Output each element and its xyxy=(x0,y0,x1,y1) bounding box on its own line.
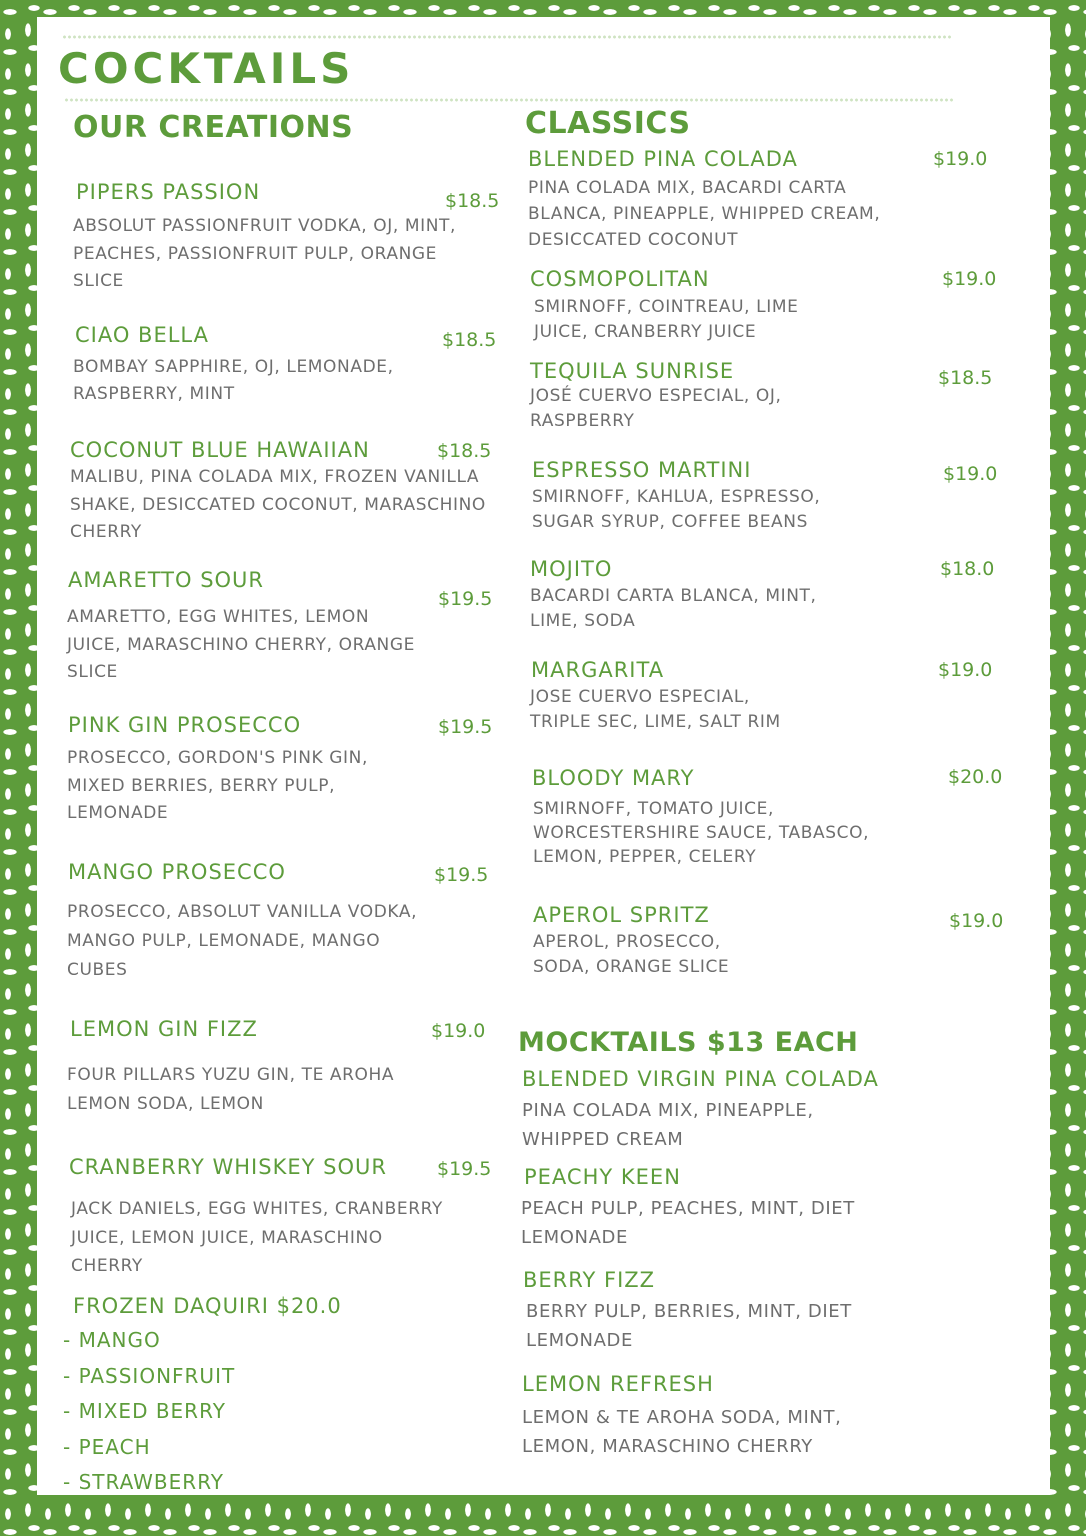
item-description: AMARETTO, EGG WHITES, LEMON JUICE, MARASCHINO CHERRY, ORANGE SLICE xyxy=(67,607,415,682)
item-price: $18.0 xyxy=(940,558,995,580)
item-price: $20.0 xyxy=(948,766,1003,788)
item-name: COCONUT BLUE HAWAIIAN xyxy=(70,438,370,462)
flavor-item: - MIXED BERRY xyxy=(63,1399,226,1423)
frozen-daquiri-title: FROZEN DAQUIRI $20.0 xyxy=(73,1294,342,1318)
item-description: PROSECCO, ABSOLUT VANILLA VODKA, MANGO PULP, LEMONADE, MANGO CUBES xyxy=(67,902,418,980)
flavor-item: - STRAWBERRY xyxy=(63,1470,225,1494)
title-divider xyxy=(64,98,954,102)
item-name: PEACHY KEEN xyxy=(524,1165,681,1189)
item-price: $18.5 xyxy=(445,190,500,212)
item-price: $19.0 xyxy=(938,659,993,681)
item-name: LEMON GIN FIZZ xyxy=(70,1017,258,1041)
item-description: JOSÉ CUERVO ESPECIAL, OJ, RASPBERRY xyxy=(530,386,782,431)
item-description: JACK DANIELS, EGG WHITES, CRANBERRY JUICE, LEMON JUICE, MARASCHINO CHERRY xyxy=(71,1199,443,1276)
item-price: $19.0 xyxy=(933,148,988,170)
frozen-daquiri-flavor-list xyxy=(63,1328,235,1506)
item-description: PEACH PULP, PEACHES, MINT, DIET LEMONADE xyxy=(521,1198,855,1248)
classics-heading: CLASSICS xyxy=(525,106,691,141)
item-name: TEQUILA SUNRISE xyxy=(530,359,735,383)
item-name: MOJITO xyxy=(530,557,613,581)
item-price: $19.0 xyxy=(943,463,998,485)
item-description: MALIBU, PINA COLADA MIX, FROZEN VANILLA SHAKE, DESICCATED COCONUT, MARASCHINO CHERRY xyxy=(70,467,486,542)
item-price: $19.5 xyxy=(437,1158,492,1180)
item-name: CRANBERRY WHISKEY SOUR xyxy=(69,1155,387,1179)
item-price: $19.0 xyxy=(431,1020,486,1042)
item-name: MARGARITA xyxy=(531,658,665,682)
item-description: SMIRNOFF, KAHLUA, ESPRESSO, SUGAR SYRUP, COFFEE BEANS xyxy=(532,487,821,532)
item-name: CIAO BELLA xyxy=(75,323,209,347)
top-divider xyxy=(62,35,952,39)
item-description: BERRY PULP, BERRIES, MINT, DIET LEMONADE xyxy=(526,1301,852,1351)
item-name: BLENDED PINA COLADA xyxy=(528,147,798,171)
item-name: BLENDED VIRGIN PINA COLADA xyxy=(522,1067,879,1091)
item-name: MANGO PROSECCO xyxy=(68,860,286,884)
item-price: $19.5 xyxy=(434,864,489,886)
item-name: ESPRESSO MARTINI xyxy=(532,458,752,482)
item-price: $19.5 xyxy=(438,716,493,738)
item-price: $19.0 xyxy=(949,910,1004,932)
flavor-item: - PASSIONFRUIT xyxy=(63,1363,236,1388)
item-name: BERRY FIZZ xyxy=(523,1268,656,1292)
item-description: SMIRNOFF, TOMATO JUICE, WORCESTERSHIRE SAUCE, TABASCO, LEMON, PEPPER, CELERY xyxy=(533,799,870,867)
our-creations-heading: OUR CREATIONS xyxy=(73,110,354,145)
item-name: PIPERS PASSION xyxy=(76,180,261,204)
item-name: APEROL SPRITZ xyxy=(533,903,710,927)
item-name: BLOODY MARY xyxy=(532,766,695,790)
item-description: JOSE CUERVO ESPECIAL, TRIPLE SEC, LIME, SALT RIM xyxy=(530,687,781,732)
item-name: AMARETTO SOUR xyxy=(68,568,265,592)
item-price: $18.5 xyxy=(437,440,492,462)
item-description: APEROL, PROSECCO, SODA, ORANGE SLICE xyxy=(533,932,730,977)
flavor-item: - MANGO xyxy=(63,1328,161,1352)
item-price: $19.0 xyxy=(942,268,997,290)
item-description: BACARDI CARTA BLANCA, MINT, LIME, SODA xyxy=(530,586,817,631)
item-price: $19.5 xyxy=(438,588,493,610)
mocktails-heading: MOCKTAILS $13 EACH xyxy=(518,1027,859,1058)
item-price: $18.5 xyxy=(938,367,993,389)
item-name: PINK GIN PROSECCO xyxy=(68,713,302,737)
item-name: COSMOPOLITAN xyxy=(530,267,710,291)
item-name: LEMON REFRESH xyxy=(522,1372,714,1396)
item-description: PINA COLADA MIX, BACARDI CARTA BLANCA, PINEAPPLE, WHIPPED CREAM, DESICCATED COCONUT xyxy=(528,178,881,250)
flavor-item: - PEACH xyxy=(63,1434,151,1459)
item-description: PINA COLADA MIX, PINEAPPLE, WHIPPED CREAM xyxy=(522,1100,814,1150)
item-description: BOMBAY SAPPHIRE, OJ, LEMONADE, RASPBERRY, MINT xyxy=(73,357,394,404)
item-description: PROSECCO, GORDON'S PINK GIN, MIXED BERRIES, BERRY PULP, LEMONADE xyxy=(67,748,368,823)
item-description: LEMON & TE AROHA SODA, MINT, LEMON, MARASCHINO CHERRY xyxy=(522,1407,842,1457)
item-description: SMIRNOFF, COINTREAU, LIME JUICE, CRANBERRY JUICE xyxy=(534,297,799,342)
page-title: COCKTAILS xyxy=(58,44,355,93)
item-description: ABSOLUT PASSIONFRUIT VODKA, OJ, MINT, PEACHES, PASSIONFRUIT PULP, ORANGE SLICE xyxy=(73,216,457,291)
item-price: $18.5 xyxy=(442,329,497,351)
item-description: FOUR PILLARS YUZU GIN, TE AROHA LEMON SODA, LEMON xyxy=(67,1065,395,1114)
